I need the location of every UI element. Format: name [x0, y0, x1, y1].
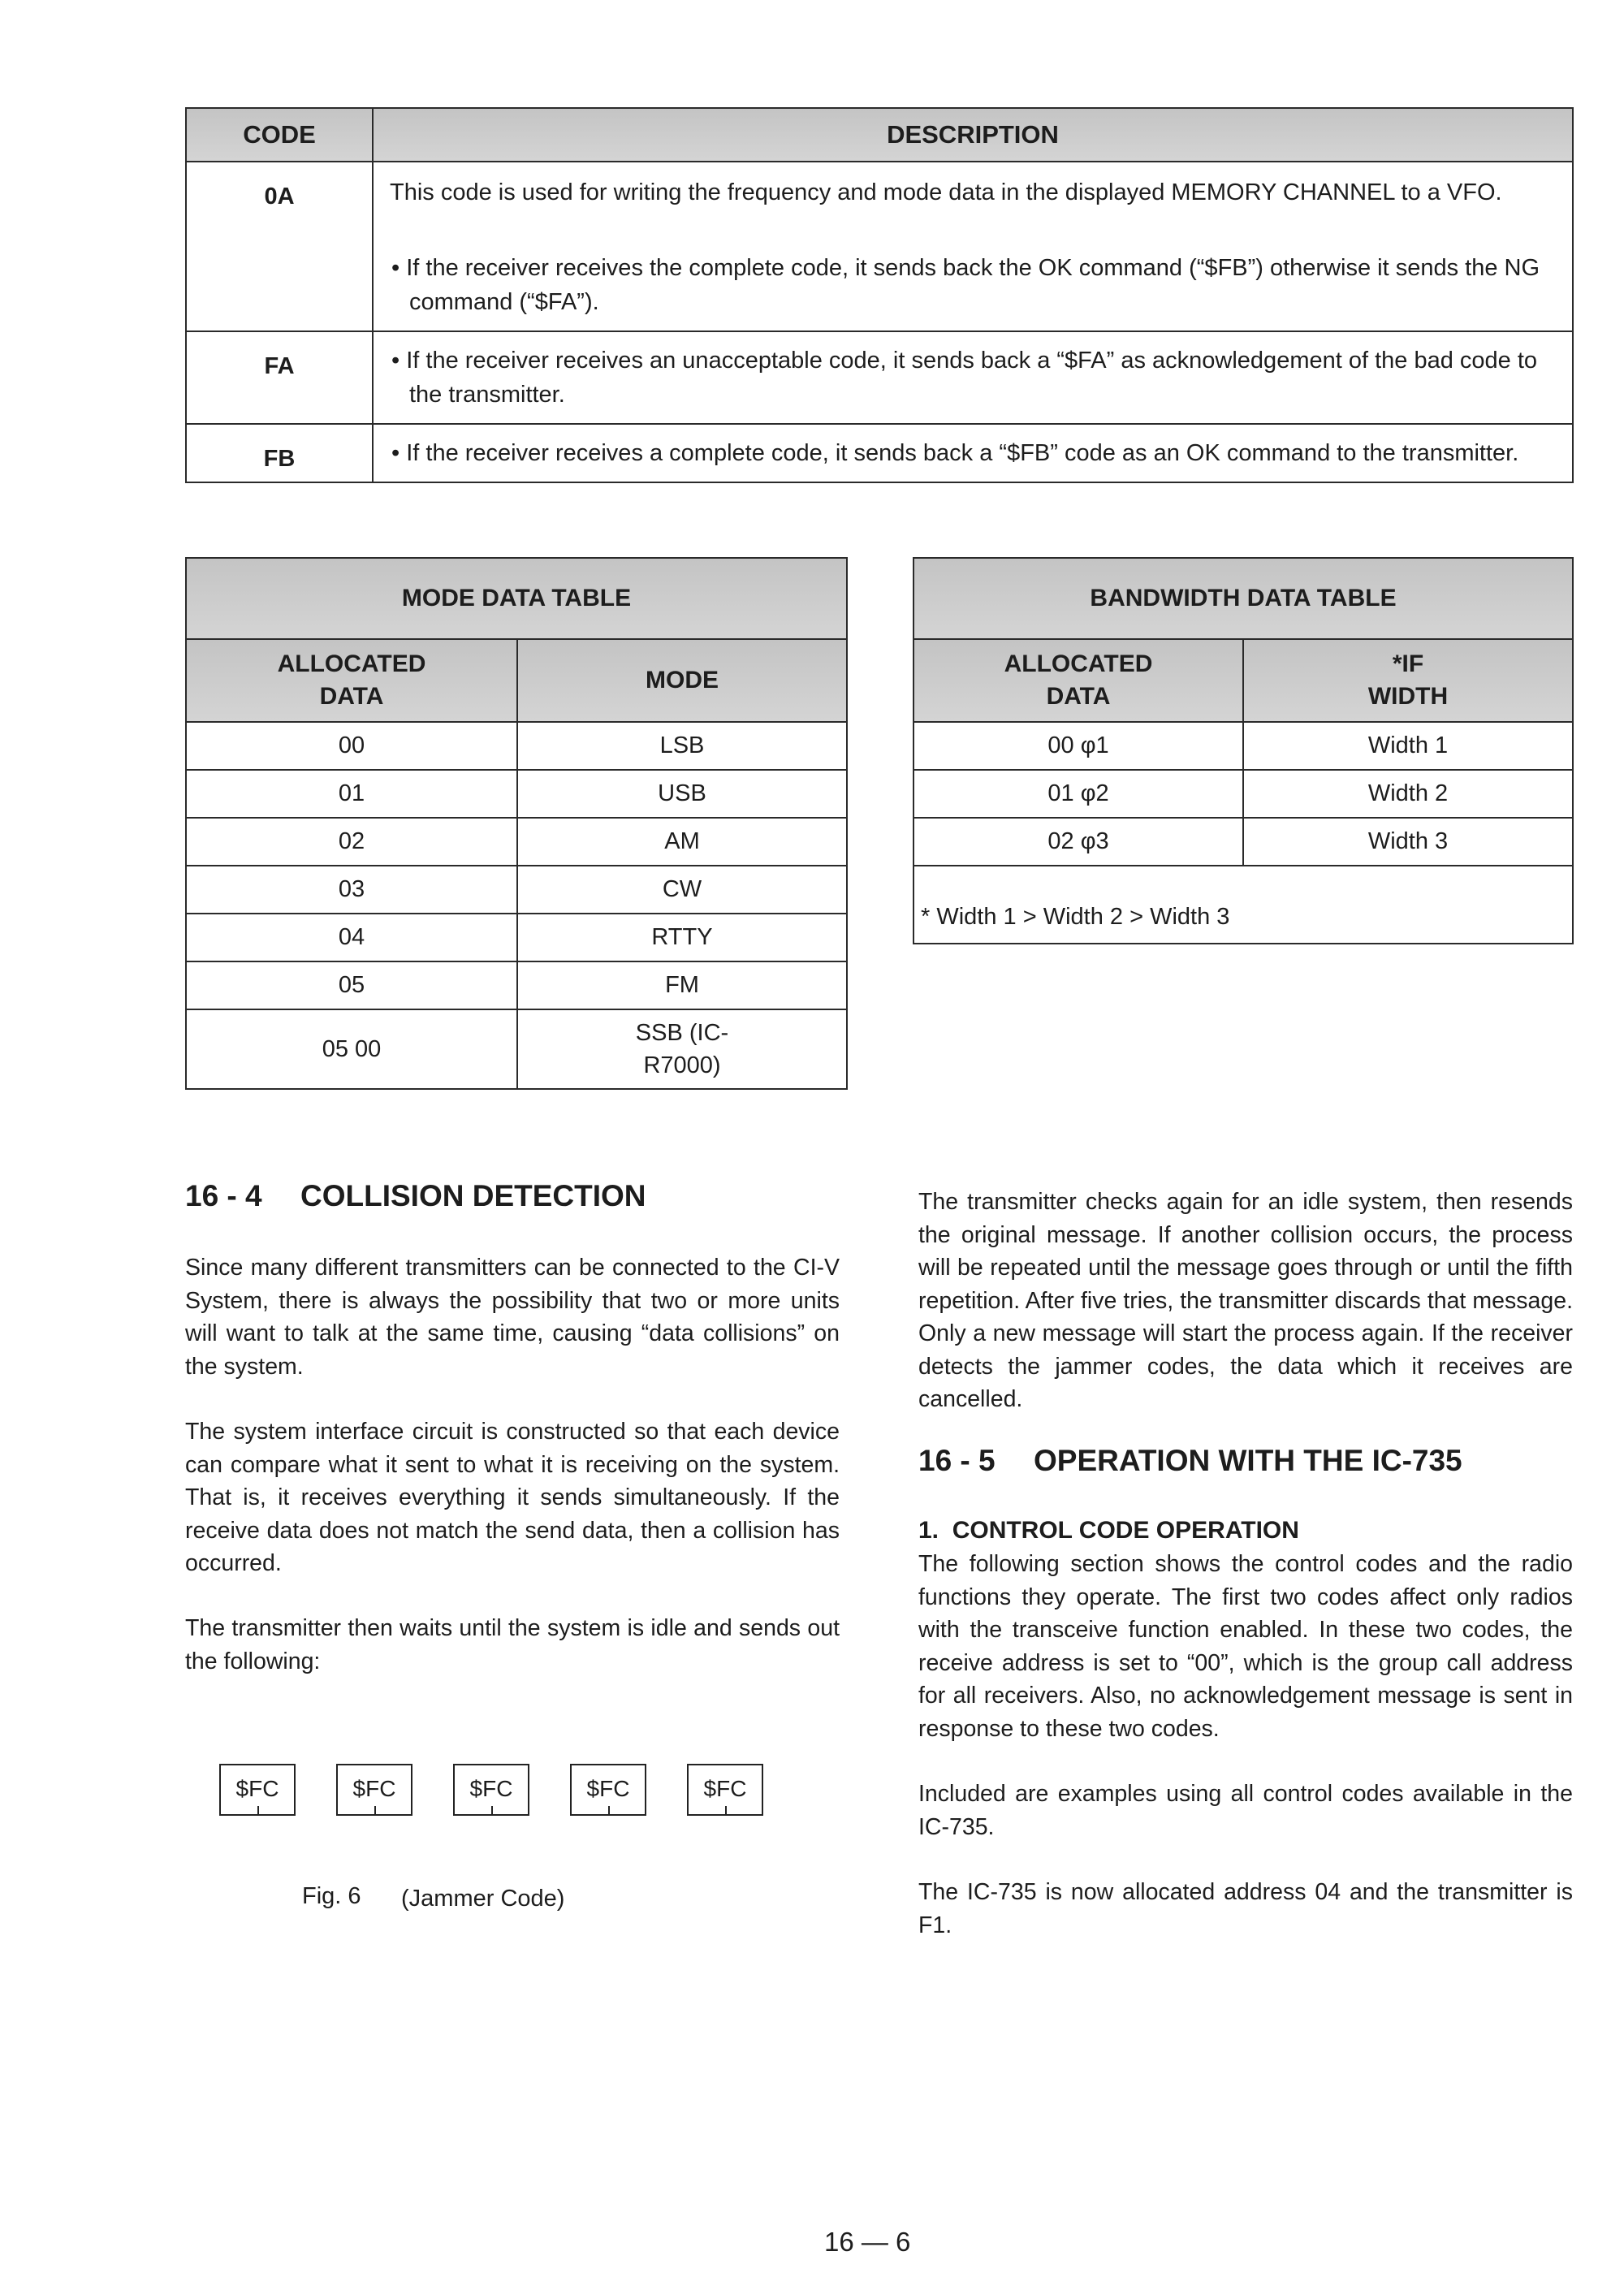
- jammer-code-box: $FC: [570, 1764, 646, 1816]
- page-number: 16 — 6: [824, 2227, 911, 2257]
- data-cell: 03: [186, 866, 517, 914]
- allocated-data-header: ALLOCATED DATA: [186, 639, 517, 722]
- section-title: OPERATION WITH THE IC-735: [1034, 1444, 1462, 1477]
- data-cell: 00: [186, 722, 517, 770]
- table-row: [186, 424, 1573, 482]
- collision-paragraph-1: Since many different transmitters can be connected to the CI-V System, there is always the possibility that two or more units will want to talk at the same time, causing “data collisions” on the system.: [185, 1255, 840, 1380]
- table-row: [186, 866, 847, 914]
- table-row: [914, 818, 1573, 866]
- table-row: [186, 162, 1573, 248]
- description-cell: • If the receiver receives an unacceptable code, it sends back a “$FA” as acknowledgement of the bad code to the transmitter.: [391, 348, 1538, 408]
- jammer-code-box: $FC: [336, 1764, 412, 1816]
- data-cell: 05: [186, 961, 517, 1009]
- data-cell: 01 φ2: [914, 770, 1243, 818]
- jammer-code-box: $FC: [453, 1764, 529, 1816]
- mode-cell: USB: [517, 770, 847, 818]
- mode-cell: LSB: [517, 722, 847, 770]
- figure-title: (Jammer Code): [401, 1886, 565, 1912]
- data-cell: 02 φ3: [914, 818, 1243, 866]
- width-cell: Width 3: [1243, 818, 1573, 866]
- operation-paragraph-2: Included are examples using all control codes available in the IC-735.: [918, 1781, 1573, 1840]
- section-number: 16 - 5: [918, 1444, 996, 1477]
- figure-label: Fig. 6: [302, 1883, 361, 1909]
- width-cell: Width 2: [1243, 770, 1573, 818]
- bandwidth-data-table: [913, 557, 1574, 944]
- table-row: [186, 770, 847, 818]
- mode-cell: SSB (IC-R7000): [517, 1009, 847, 1089]
- operation-paragraph-3: The IC-735 is now allocated address 04 and the transmitter is F1.: [918, 1879, 1573, 1938]
- control-code-subheading: 1. CONTROL CODE OPERATION: [918, 1517, 1299, 1544]
- allocated-data-header: ALLOCATED DATA: [914, 639, 1243, 722]
- jammer-code-box: $FC: [219, 1764, 296, 1816]
- mode-cell: CW: [517, 866, 847, 914]
- jammer-code-box: $FC: [687, 1764, 763, 1816]
- operation-paragraph-1: The following section shows the control codes and the radio functions they operate. The first two codes affect only radios with the transceive function enabled. In these two codes, the receive address is set to “00”, which is the group call address for all receivers. Also, no acknowledgement message is sent in response to these two codes.: [918, 1551, 1573, 1742]
- code-cell: FA: [186, 331, 373, 424]
- code-cell-empty: [186, 248, 373, 331]
- data-cell: 00 φ1: [914, 722, 1243, 770]
- collision-paragraph-2: The system interface circuit is constructed so that each device can compare what it sent to what it is receiving on the system. That is, it receives everything it sends simultaneously. If the receive data does not match the send data, then a collision has occurred.: [185, 1419, 840, 1576]
- data-cell: 04: [186, 914, 517, 961]
- data-cell: 05 00: [186, 1009, 517, 1089]
- table-row: [914, 770, 1573, 818]
- description-column-header: DESCRIPTION: [373, 108, 1573, 162]
- section-16-5-heading: [918, 1444, 1462, 1478]
- table-row: [186, 722, 847, 770]
- description-cell: • If the receiver receives the complete code, it sends back the OK command (“$FB”) otherwise it sends the NG command (“$FA”).: [391, 255, 1540, 315]
- mode-data-table: [185, 557, 848, 1090]
- table-row: [186, 914, 847, 961]
- table-row: [186, 961, 847, 1009]
- collision-paragraph-4: The transmitter checks again for an idle system, then resends the original message. If another collision occurs, the process will be repeated until the message goes through or until the fifth repetition. After five tries, the transmitter discards that message. Only a new message will start the process again. If the receiver detects the jammer codes, the data which it receives are cancelled.: [918, 1189, 1573, 1412]
- width-cell: Width 1: [1243, 722, 1573, 770]
- data-cell: 02: [186, 818, 517, 866]
- mode-cell: AM: [517, 818, 847, 866]
- description-cell: • If the receiver receives a complete code, it sends back a “$FB” code as an OK command to the transmitter.: [391, 440, 1519, 466]
- section-16-4-heading: [185, 1179, 646, 1213]
- description-cell: This code is used for writing the frequency and mode data in the displayed MEMORY CHANNEL to a VFO.: [373, 162, 1573, 248]
- bandwidth-table-title: BANDWIDTH DATA TABLE: [914, 558, 1573, 639]
- code-cell: FB: [186, 424, 373, 482]
- if-width-header: *IF WIDTH: [1243, 639, 1573, 722]
- table-row: [186, 248, 1573, 331]
- mode-header: MODE: [517, 639, 847, 722]
- collision-paragraph-3: The transmitter then waits until the system is idle and sends out the following:: [185, 1615, 840, 1674]
- section-number: 16 - 4: [185, 1179, 262, 1212]
- mode-cell: FM: [517, 961, 847, 1009]
- code-column-header: CODE: [186, 108, 373, 162]
- table-row: [186, 818, 847, 866]
- mode-table-title: MODE DATA TABLE: [186, 558, 847, 639]
- data-cell: 01: [186, 770, 517, 818]
- width-footnote: * Width 1 > Width 2 > Width 3: [914, 866, 1573, 944]
- code-description-table: [185, 107, 1574, 483]
- table-row: [186, 1009, 847, 1089]
- table-row: [186, 331, 1573, 424]
- code-cell: 0A: [186, 162, 373, 248]
- mode-cell: RTTY: [517, 914, 847, 961]
- table-row: [914, 722, 1573, 770]
- section-title: COLLISION DETECTION: [300, 1179, 646, 1212]
